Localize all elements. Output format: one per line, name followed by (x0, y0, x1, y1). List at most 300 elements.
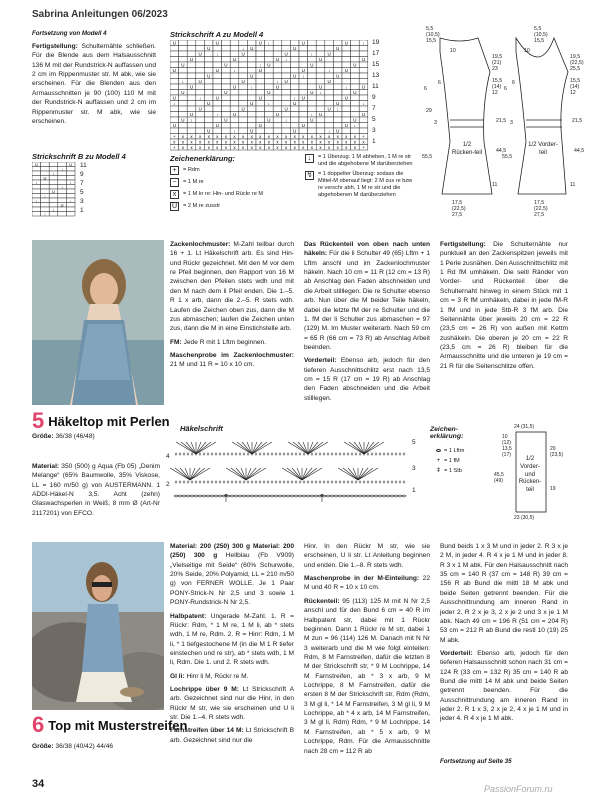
chart-a-cell (265, 84, 274, 90)
dim: (10,5) (426, 32, 440, 38)
chart-a-symbol: x (327, 145, 331, 150)
chain-stitch (306, 495, 309, 497)
sc-stitch (383, 481, 385, 484)
chart-a-cell (239, 112, 248, 118)
chart-b-cell (32, 171, 41, 176)
chart-a-symbol: U (310, 90, 314, 95)
chart-a-symbol: x (233, 139, 236, 145)
chart-a-cell (222, 46, 231, 52)
chart-a-cell (230, 117, 239, 123)
chart-a-cell (316, 46, 325, 52)
chart-a-symbol: ↓ (276, 79, 279, 84)
chart-a-cell (213, 117, 222, 123)
sc-stitch (287, 453, 289, 456)
legend-title-4: Zeichenerklärung: (170, 154, 236, 163)
chart-a-cell (187, 90, 196, 96)
dim: 17,5 (534, 200, 545, 206)
chain-stitch (274, 495, 277, 497)
model6-col1: Material: 200 (250) 300 g Material: 200 (250) 300 g Hellblau (Fb V909) „Vielseitige mit Seide“ (60% Schurwolle, 20% Seide, 20% Polyamid, LL = 210 m/50 g) von FERNER WOLLE. Je 1 Paar PONY-Strick-N Nr 2,5 und 3 sowie 1 PONY-Rundstrick-N Nr 2,5. Halbpatent: Ungerade M-Zahl. 1. R = Rückr: Rdm, * 1 M re, 1 M li, ab * stets wdh, 1 M re, Rdm. 2. R = Hinr: Rdm, 1 M li, * 1 tiefgestochene M (in die M 1 R tiefer einstechen und re str), ab * stets wdh, 1 M li, Rdm. Die 1. und 2. R stets wdh. Gl li: Hinr li M, Rückr re M. Lochrippe über 9 M: Lt Strickschrift A arb. Gezeichnet sind nur die Hinr, in den Rückr M str, wie sie erscheinen und U li str. Die 1.–4. R stets wdh. Farnstreifen über 14 M: Lt Strickschrift B arb. Gezeichnet sind nur die (170, 543, 295, 744)
sc-stitch (271, 481, 273, 484)
legend-symbol: ↯ (306, 171, 313, 179)
chart-a-symbol: U (258, 95, 262, 101)
chart-a-cell (247, 51, 256, 57)
chart-a-cell (273, 68, 282, 74)
sc-stitch (207, 453, 209, 456)
dim: 20 (550, 446, 556, 452)
halbpatent: Halbpatent: Ungerade M-Zahl. 1. R = Rückr: Rdm, * 1 M re, 1 M li, ab * stets wdh, 1 M re, Rdm. 2. R = Hinr: Rdm, 1 M li, * 1 tiefgestochene M (in die M 1 R tiefer einstechen und re str), ab * stets wdh, 1 M li, Rdm. Die 1. und 2. R stets wdh. (170, 612, 294, 667)
chart-a-symbol: x (259, 134, 262, 139)
chart-a-symbol: x (198, 145, 202, 150)
chart-a-symbol: U (275, 112, 280, 117)
sc-stitch (295, 453, 297, 456)
chart-a-row-11: 11 (372, 83, 379, 90)
model5-heading (32, 408, 170, 434)
chart-a-cell (290, 57, 299, 63)
chart-b-symbol: U (43, 175, 47, 181)
dc-stitch (226, 468, 246, 480)
chart-b-row-1: 1 (80, 207, 84, 214)
chart-a-cell (342, 57, 351, 63)
chart-a-cell (239, 57, 248, 63)
chart-a-symbol: U (232, 57, 237, 62)
sc-stitch (355, 453, 357, 456)
chart-b-cell (66, 212, 75, 217)
chart-a-symbol: x (207, 139, 210, 145)
chart-a-symbol: U (172, 68, 176, 73)
legend-text: = 1 M kr re: Hin- und Rückr re M (183, 191, 264, 197)
model5-title: Häkeltop mit Perlen (48, 413, 170, 429)
chart-a-cell (299, 84, 308, 90)
dim: 6 (504, 86, 507, 92)
farnstreifen: Farnstreifen über 14 M: Lt Strickschrift B arb. Gezeichnet sind nur die (170, 727, 295, 744)
chart-a-symbol: x (345, 145, 348, 150)
chart-a-cell (359, 123, 368, 129)
dim: 15,5 (534, 38, 545, 44)
chart-a-cell (308, 68, 317, 74)
sc-stitch (343, 481, 345, 484)
crochet-chart (170, 434, 410, 504)
chart-a-cell (299, 90, 308, 96)
finishing-label: Fertigstellung: (32, 43, 78, 50)
chart-a-cell (179, 73, 188, 79)
sc-stitch (283, 481, 285, 484)
knitting-chart-a (170, 40, 370, 152)
chart-a-symbol: U (336, 73, 340, 79)
dim: (10,5) (534, 32, 548, 38)
dim: 12 (570, 90, 576, 96)
chart-a-cell (230, 46, 239, 52)
chart-a-cell (179, 51, 188, 57)
size-label-6: Größe: (32, 743, 54, 750)
chain-stitch (370, 495, 373, 497)
chart-a-cell (170, 57, 179, 63)
front-piece-label: 1/2 Vorder-teil (528, 142, 558, 156)
sc-stitch (239, 481, 241, 484)
model6-col3 (440, 542, 568, 728)
chart-a-cell (170, 117, 179, 123)
dim: 55,5 (422, 154, 433, 160)
chart-b-cell (66, 189, 75, 194)
chart-a-cell (290, 51, 299, 57)
chart-a-cell (273, 73, 282, 79)
sc-stitch (403, 453, 405, 456)
chart-a-cell (308, 106, 317, 112)
sc-stitch (299, 453, 301, 456)
photo-model5 (32, 240, 164, 405)
chart-a-cell (222, 51, 231, 57)
chart-a-symbol: x (216, 145, 219, 150)
chart-a-cell (308, 123, 317, 129)
chart-a-cell (222, 123, 231, 129)
chart-a-cell (273, 117, 282, 123)
chart-a-symbol: ↓ (216, 112, 219, 117)
chain-stitch (262, 495, 265, 497)
model5-size (32, 432, 160, 441)
sc-stitch (331, 481, 333, 484)
chart-a-symbol: U (293, 73, 297, 79)
sc-stitch (179, 481, 181, 484)
chart-a-cell (222, 68, 231, 74)
sc-stitch (395, 481, 397, 484)
chart-a-cell (239, 123, 248, 129)
chain-stitch (386, 495, 389, 497)
chart-a-symbol: U (301, 123, 305, 128)
chart-a-cell (282, 84, 291, 90)
sc-stitch (403, 481, 405, 484)
chart-a-cell (213, 57, 222, 63)
chart-a-cell (230, 90, 239, 96)
chart-a-cell (230, 73, 239, 79)
dim: 19,5 (570, 54, 581, 60)
chart-a-symbol: U (181, 62, 185, 68)
sc-stitch (375, 453, 377, 456)
model5-col4 (440, 240, 568, 375)
sc-stitch (203, 481, 205, 484)
crochet-row-4: 4 (166, 453, 170, 460)
chart-a-cell (204, 106, 213, 112)
chart-a-cell (325, 95, 334, 101)
sc-stitch (267, 481, 269, 484)
chart-b-cell (58, 207, 67, 212)
dim: 3 (510, 120, 513, 126)
chart-b-cell (49, 180, 58, 185)
chart-a-symbol: U (275, 84, 280, 90)
model5-col2 (170, 240, 294, 374)
sc-stitch (223, 453, 225, 456)
chain-stitch (218, 495, 221, 497)
chart-a-symbol: x (233, 134, 236, 139)
dc-stitch (358, 468, 368, 480)
chain-stitch (178, 495, 181, 497)
chain-stitch (234, 495, 237, 497)
chart-a-cell (325, 90, 334, 96)
dim: 19 (550, 486, 556, 492)
chart-b-cell (32, 207, 41, 212)
sc-stitch (215, 453, 217, 456)
chart-a-cell (247, 68, 256, 74)
gauge-text: 21 M und 11 R = 10 x 10 cm. (170, 361, 255, 369)
chart-a-cell (230, 95, 239, 101)
chart-b-cell (32, 189, 41, 194)
chain-stitch (302, 495, 305, 497)
chart-b-symbol: ↓ (61, 184, 64, 190)
chart-a-cell (170, 84, 179, 90)
sc-stitch (323, 453, 325, 456)
chart-a-symbol: x (310, 145, 314, 150)
chart-a-cell (204, 57, 213, 63)
material-6: Material: 200 (250) 300 g Hellblau (Fb V909) „Vielseitige mit Seide“ (60% Schurwolle, 20% Seide, 20% Polyamid, LL = 210 m/50 g) von FERNER WOLLE. Je 1 Paar PONY-Strick-N Nr 2,5 und 3 sowie 1 PONY-Rundstrick-N Nr 2,5. (170, 543, 294, 607)
chart-a-symbol: U (181, 117, 185, 123)
chart-a-cell (351, 73, 360, 79)
chart-a-cell (333, 84, 342, 90)
legend-item (305, 171, 415, 199)
continued-next: Fortsetzung auf Seite 35 (440, 758, 512, 765)
chart-a-cell (196, 90, 205, 96)
chart-b-cell (49, 162, 58, 167)
sc-stitch (255, 481, 257, 484)
legend-symbol: − (170, 178, 179, 187)
chart-a-symbol: x (224, 145, 228, 150)
chart-a-cell (325, 117, 334, 123)
chart-a-cell (187, 68, 196, 74)
chart-a-row-1: 1 (372, 138, 376, 145)
page-number: 34 (32, 778, 45, 790)
chart-a-cell (256, 101, 265, 107)
model5-col3 (304, 240, 430, 407)
chart-a-symbol: ↓ (293, 95, 296, 101)
chart-a-cell (204, 95, 213, 101)
chart-a-cell (256, 79, 265, 85)
chart-a-cell (351, 112, 360, 118)
dim: 21,5 (572, 118, 583, 124)
chart-a-symbol: + (172, 145, 176, 150)
chart-a-symbol: x (284, 139, 288, 145)
legend-list-4 (170, 166, 310, 211)
chart-a-symbol: x (293, 134, 296, 139)
chart-a-cell (187, 123, 196, 129)
dim: 25,5 (570, 66, 581, 72)
sc-stitch (339, 481, 341, 484)
chart-a-symbol: U (318, 84, 323, 90)
chart-a-cell (239, 95, 248, 101)
chart-a-cell (196, 112, 205, 118)
chart-a-cell (247, 112, 256, 118)
model5-number: 5 (32, 408, 45, 433)
chain-stitch (238, 495, 241, 497)
chart-a-cell (222, 128, 231, 134)
chart-a-symbol: U (215, 40, 219, 46)
chart-a-cell (179, 112, 188, 118)
chart-a-symbol: U (215, 68, 219, 73)
dim: 55,5 (502, 154, 513, 160)
chart-a-cell (179, 106, 188, 112)
dim: 19,5 (492, 54, 503, 60)
chart-a-cell (351, 57, 360, 63)
chart-a-cell (179, 46, 188, 52)
chart-a-cell (273, 123, 282, 129)
dc-stitch (348, 468, 358, 480)
chain-stitch (174, 495, 177, 497)
chart-a-symbol: x (319, 139, 322, 145)
chart-a-cell (239, 40, 248, 46)
chart-a-cell (316, 68, 325, 74)
chart-a-cell (290, 84, 299, 90)
chart-a-symbol: ↓ (353, 123, 357, 128)
legend-symbol: ↓ (305, 154, 314, 163)
chart-a-cell (222, 79, 231, 85)
chart-a-cell (187, 51, 196, 57)
dim: 15,5 (492, 78, 503, 84)
chart-a-symbol: U (327, 106, 331, 112)
sc-stitch (303, 481, 305, 484)
chart-a-symbol: U (353, 117, 357, 123)
chart-b-cell (58, 176, 67, 181)
chart-a-cell (316, 79, 325, 85)
finishing-text-5: Die Schulternähte nur punktuell an den Zackenspitzen jeweils mit 1 Perle zusnähen. Den Ausschnittschlitz mit 1 Rd fM umhäkeln. Die seitl Ränder von Vorder- und Rückenteil über die Schulternaht hinweg in einem Stück mit 1 cm = 3 R fM umhäkeln, dabei in jede fM-R 1 fM und in jede Stb-R 3 fM arb. Die Seitennähte über jeweils 20 cm = 22 R (23,5 cm = 26 R) von außen mit Kettm zushäkeln. Die oberen je 20 cm = 22 R (23,5 cm = 26 R) bleiben für die Armausschnitte und die unteren je 19 cm = 21 R für die Seitenschlitze offen. (440, 241, 568, 370)
chart-a-symbol: U (327, 79, 331, 84)
chart-a-cell (230, 106, 239, 112)
chain-stitch (214, 495, 217, 497)
chart-a-symbol: x (276, 139, 279, 145)
dim: (17) (502, 452, 511, 458)
chart-a-symbol: U (250, 128, 254, 134)
sc-stitch (247, 453, 249, 456)
sc-stitch (303, 453, 305, 456)
chart-a-cell (273, 95, 282, 101)
chart-a-row-7: 7 (372, 105, 376, 112)
chart-b-symbol: U (60, 202, 64, 208)
chart-a-cell (290, 112, 299, 118)
chart-a-symbol: U (267, 117, 271, 123)
chart-a-symbol: x (267, 139, 271, 145)
chart-b-symbol: ↓ (61, 166, 64, 172)
chart-b-cell (41, 162, 50, 167)
chart-a-cell (351, 101, 360, 107)
chart-a-cell (247, 57, 256, 63)
chart-a-symbol: U (215, 123, 219, 128)
chart-a-cell (187, 128, 196, 134)
chart-a-symbol: x (233, 145, 236, 150)
chart-a-cell (170, 79, 179, 85)
chart-a-cell (196, 73, 205, 79)
chart-b-cell (58, 194, 67, 199)
dim: 11 (570, 182, 576, 188)
chart-b-cell (41, 167, 50, 172)
chart-a-cell (351, 68, 360, 74)
chart-a-cell (196, 57, 205, 63)
chart-a-cell (256, 112, 265, 118)
sc-stitch (235, 453, 237, 456)
dc-stitch (186, 442, 196, 454)
chart-a-cell (179, 101, 188, 107)
chart-a-cell (265, 79, 274, 85)
chart-b-cell (66, 171, 75, 176)
sc-stitch (243, 453, 245, 456)
chart-a-cell (333, 62, 342, 68)
chart-a-symbol: x (267, 134, 271, 139)
chart-a-symbol: U (336, 101, 340, 106)
chain-stitch (330, 495, 333, 497)
crochet-row-5: 5 (412, 439, 416, 446)
chart-a-cell (342, 101, 351, 107)
chart-b-symbol: ↓ (35, 180, 38, 185)
chart-a-symbol: x (241, 134, 245, 139)
chart-a-cell (333, 117, 342, 123)
chart-a-cell (282, 40, 291, 46)
dim: 5,5 (534, 26, 542, 32)
chart-b-row-7: 7 (80, 180, 84, 187)
chart-a-cell (204, 112, 213, 118)
back-piece-label: 1/2 Rücken-teil (452, 142, 483, 156)
gl-li: Gl li: Hinr li M, Rückr re M. (170, 672, 249, 680)
chart-a-row-17: 17 (372, 50, 380, 57)
chart-b-cell (49, 176, 58, 181)
chart-a-cell (204, 90, 213, 96)
chart-a-cell (359, 95, 368, 101)
legend-item (436, 448, 486, 455)
gauge-6: Maschenprobe in der M-Einteilung: 22 M und 40 R = 10 x 10 cm. (304, 575, 430, 592)
chart-a-cell (325, 46, 334, 52)
sc-stitch (367, 481, 369, 484)
chart-a-cell (213, 46, 222, 52)
dim: 12 (492, 90, 498, 96)
sc-stitch (211, 481, 213, 484)
chart-a-symbol: U (353, 62, 357, 68)
dc-stitch (292, 468, 302, 480)
chart-a-cell (204, 51, 213, 57)
chain-stitch (266, 495, 269, 497)
chain-stitch (382, 495, 385, 497)
legend-text: = 2 M re zusstr (183, 203, 221, 209)
chart-a-symbol: ↓ (327, 128, 331, 134)
sc-stitch (379, 481, 381, 484)
sc-stitch (319, 481, 321, 484)
chart-a-cell (359, 79, 368, 85)
dim: 11 (492, 182, 498, 188)
sc-stitch (263, 453, 265, 456)
chart-a-cell (308, 57, 317, 63)
sc-stitch (175, 453, 177, 456)
chart-a-symbol: x (293, 139, 296, 145)
dim: (14) (570, 84, 580, 90)
chain-stitch (190, 495, 193, 497)
chart-a-cell (342, 73, 351, 79)
model6-title: Top mit Musterstreifen (48, 717, 188, 733)
sc-stitch (327, 481, 329, 484)
sc-stitch (175, 481, 177, 484)
finishing-body: Schulternähte schließen. Für die Blende aus dem Halsausschnitt 136 M mit der Rundstrick-N auffassen und 2 cm im Rippenmuster str. M abk, wie sie erscheinen. Für die Blenden aus den Armausschnitten je 90 (100) 110 M mit der Rundstrick-N auffassen und 2 cm im Rippenmuster str. M abk, wie sie erscheinen. (32, 43, 156, 125)
chart-a-cell (170, 112, 179, 118)
chart-a-cell (282, 46, 291, 52)
chart-a-symbol: x (190, 145, 193, 150)
chart-a-cell (299, 128, 308, 134)
dc-stitch (232, 442, 252, 454)
chart-a-cell (222, 40, 231, 46)
chart-a-cell (187, 73, 196, 79)
chart-a-cell (265, 73, 274, 79)
chart-b-cell (32, 203, 41, 208)
chain-stitch (358, 495, 361, 497)
chart-a-cell (333, 51, 342, 57)
knitting-chart-b (32, 162, 76, 217)
chart-a-cell (308, 46, 317, 52)
chart-a-cell (222, 57, 231, 63)
chart-a-symbol: U (318, 112, 323, 117)
chart-a-cell (179, 84, 188, 90)
dim: (22,5) (570, 60, 584, 66)
chart-a-cell (316, 117, 325, 123)
chart-a-symbol: ↓ (233, 128, 236, 134)
